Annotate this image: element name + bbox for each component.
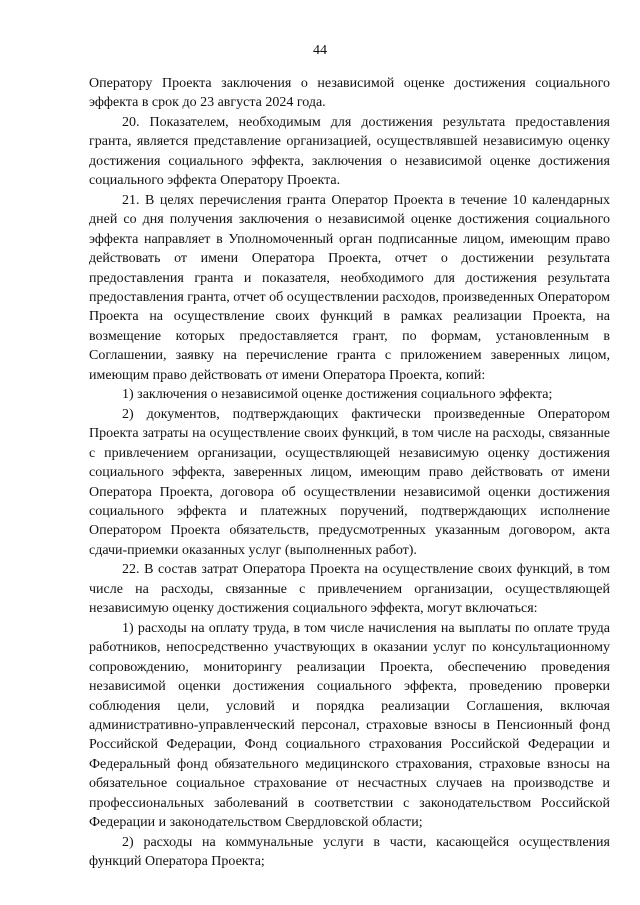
paragraph-subitem-21-2: 2) документов, подтверждающих фактически произведенные Оператором Проекта затраты на осуществление своих функций, в том числе на расходы, связанные с привлечением организации, осуществляющей независимую оценку достижения социального эффекта, заверенных лицом, имеющим право действовать от имени Оператора Проекта, договора об осуществлении независимой оценки достижения социального эффекта и платежных поручений, подтверждающих исполнение Оператором Проекта обязательств, предусмотренных указанным договором, акта сдачи-приемки оказанных услуг (выполненных работ). bbox=[89, 406, 610, 558]
paragraph-item-20: 20. Показателем, необходимым для достижения результата предоставления гранта, является представление организацией, осуществлявшей независимую оценку достижения социального эффекта, заключения о независимой оценке достижения социального эффекта Оператору Проекта. bbox=[89, 114, 610, 189]
paragraph-subitem-21-1: 1) заключения о независимой оценке достижения социального эффекта; bbox=[122, 387, 553, 403]
page-number: 44 bbox=[313, 43, 327, 58]
paragraph-continuation: Оператору Проекта заключения о независимой оценке достижения социального эффекта в срок до 23 августа 2024 года. bbox=[89, 76, 610, 111]
document-body bbox=[89, 74, 610, 872]
paragraph-item-21: 21. В целях перечисления гранта Оператор Проекта в течение 10 календарных дней со дня получения заключения о независимой оценке достижения социального эффекта направляет в Уполномоченный орган подписанные лицом, имеющим право действовать от имени Оператора Проекта, отчет о достижении результата предоставления гранта и показателя, необходимого для достижения результата предоставления гранта, отчет об осуществлении расходов, произведенных Оператором Проекта на осуществление своих функций в рамках реализации Проекта, на возмещение которых предоставляется грант, по формам, установленным в Соглашении, заявку на перечисление гранта с приложением заверенных лицом, имеющим право действовать от имени Оператора Проекта, копий: bbox=[89, 192, 610, 383]
paragraph-subitem-22-1: 1) расходы на оплату труда, в том числе начисления на выплаты по оплате труда работников, непосредственно участвующих в оказании услуг по консультационному сопровождению, мониторингу реализации Проекта, обеспечению проведения независимой оценки достижения социального эффекта, проведению проверки соблюдения цели, условий и порядка реализации Соглашения, включая административно-управленческий персонал, страховые взносы в Пенсионный фонд Российской Федерации, Фонд социального страхования Российской Федерации и Федеральный фонд обязательного медицинского страхования, страховые взносы на обязательное социальное страхование от несчастных случаев на производстве и профессиональных заболеваний в соответствии с законодательством Российской Федерации и законодательством Свердловской области; bbox=[89, 620, 610, 831]
paragraph-item-22: 22. В состав затрат Оператора Проекта на осуществление своих функций, в том числе на расходы, связанные с привлечением организации, осуществляющей независимую оценку достижения социального эффекта, могут включаться: bbox=[89, 562, 610, 617]
paragraph-subitem-22-2: 2) расходы на коммунальные услуги в части, касающейся осуществления функций Оператора Проекта; bbox=[89, 834, 610, 870]
